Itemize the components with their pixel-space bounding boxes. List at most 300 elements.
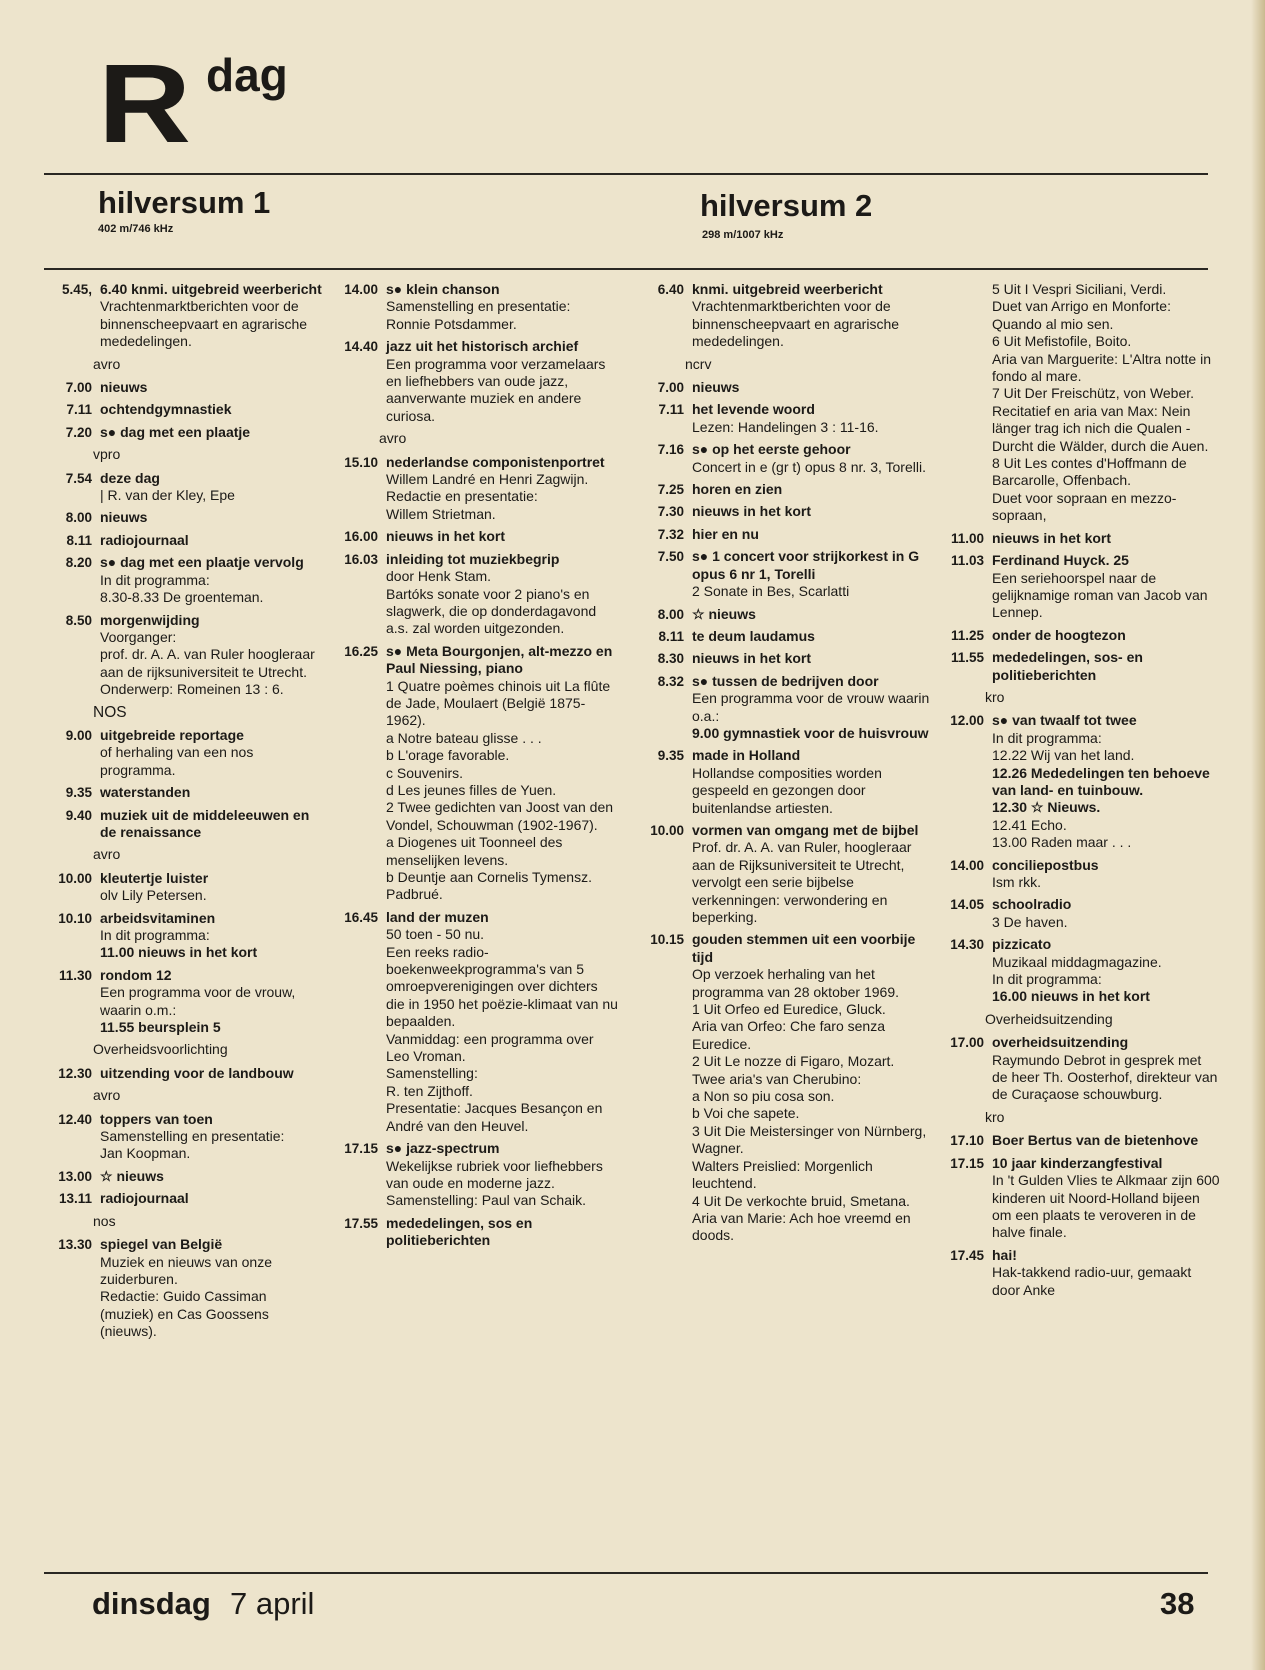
program-body [692, 526, 930, 543]
program-body [992, 1034, 1220, 1104]
program-entry [334, 1140, 618, 1210]
program-body [692, 747, 930, 817]
program-entry [334, 551, 618, 638]
program-entry [44, 509, 322, 526]
program-entry [934, 1247, 1220, 1299]
program-highlight: 16.00 nieuws in het kort [992, 988, 1150, 1005]
program-time: 17.10 [950, 1133, 984, 1149]
program-description: 8.30-8.33 De groenteman. [100, 589, 264, 606]
program-time: 7.25 [657, 482, 684, 498]
page-edge-shadow [1251, 0, 1265, 1670]
program-body [100, 509, 322, 526]
program-description: b L'orage favorable. [386, 747, 510, 764]
program-description: 12.22 Wij van het land. [992, 747, 1135, 764]
program-title: land der muzen [386, 908, 489, 925]
program-title: s● jazz-spectrum [386, 1140, 500, 1157]
program-body [386, 1215, 618, 1250]
program-body [692, 503, 930, 520]
program-time: 14.05 [950, 897, 984, 913]
program-description: Samenstelling en presentatie: [386, 298, 571, 315]
program-title: jazz uit het historisch archief [386, 338, 579, 355]
broadcaster-label: vpro [93, 446, 121, 463]
program-description: 4 Uit De verkochte bruid, Smetana. [692, 1192, 910, 1209]
program-highlight: 11.55 beursplein 5 [100, 1019, 221, 1036]
program-description: Samenstelling: [386, 1065, 478, 1082]
program-title: toppers van toen [100, 1110, 213, 1127]
program-description: Op verzoek herhaling van het programma van 28 oktober 1969. [692, 966, 900, 1000]
program-description: b Voi che sapete. [692, 1105, 800, 1122]
program-title: te deum laudamus [692, 627, 815, 644]
program-description: Vrachtenmarktberichten voor de binnenscheepvaart en agrarische mededelingen. [692, 298, 900, 350]
time-spacer [934, 281, 992, 525]
program-body [100, 379, 322, 396]
program-description: Een programma voor verzamelaars en liefhebbers van oude jazz, aanverwante muziek en andere curiosa. [386, 355, 606, 424]
program-entry [934, 936, 1220, 1006]
program-body [992, 857, 1220, 892]
program-entry [44, 554, 322, 606]
program-description: Duet van Arrigo en Monforte: Quando al mio sen. [992, 298, 1171, 332]
program-time: 17.15 [344, 1141, 378, 1157]
program-body [692, 650, 930, 667]
program-title: arbeidsvitaminen [100, 909, 216, 926]
program-time: 8.20 [65, 555, 92, 571]
program-entry [44, 470, 322, 505]
program-title: overheidsuitzending [992, 1034, 1129, 1051]
column-3 [640, 281, 930, 1250]
program-time: 8.30 [657, 651, 684, 667]
program-time: 14.00 [950, 857, 984, 873]
program-entry [640, 379, 930, 396]
program-body [100, 967, 322, 1037]
program-description: R. ten Zijthoff. [386, 1082, 473, 1099]
program-body [100, 1236, 322, 1340]
program-body [692, 606, 930, 623]
program-entry [640, 503, 930, 520]
program-time: 7.16 [657, 442, 684, 458]
program-entry [44, 612, 322, 699]
program-entry [44, 784, 322, 801]
program-title: s● op het eerste gehoor [692, 441, 851, 458]
program-time: 9.40 [65, 807, 92, 823]
program-description: Aria van Orfeo: Che faro senza Euredice. [692, 1018, 885, 1052]
program-entry [640, 628, 930, 645]
program-description: Concert in e (gr t) opus 8 nr. 3, Torelli. [692, 458, 926, 475]
broadcaster-label: Overheidsuitzending [985, 1010, 1113, 1027]
program-time: 9.35 [657, 748, 684, 764]
program-entry [44, 532, 322, 549]
program-entry [44, 870, 322, 905]
program-entry [44, 1065, 322, 1082]
program-title: s● Meta Bourgonjen, alt-mezzo en Paul Niessing, piano [386, 642, 613, 677]
program-description: Samenstelling en presentatie: [100, 1128, 285, 1145]
program-body [100, 612, 322, 699]
program-body [692, 822, 930, 926]
program-title: onder de hoogtezon [992, 626, 1126, 643]
program-body [692, 931, 930, 1244]
program-description: Aria van Marie: Ach hoe vreemd en doods. [692, 1209, 911, 1244]
program-entry [934, 1155, 1220, 1242]
broadcaster-label: avro [93, 1087, 121, 1104]
page-number: 38 [1160, 1586, 1195, 1621]
program-description: Ism rkk. [992, 874, 1041, 890]
program-description: prof. dr. A. A. van Ruler hoogleraar aan de rijksuniversiteit te Utrecht. [100, 646, 315, 680]
program-body [692, 379, 930, 396]
program-time: 7.11 [658, 402, 684, 418]
program-entry [640, 822, 930, 926]
program-body [386, 551, 618, 638]
program-body [100, 281, 322, 351]
program-title: Ferdinand Huyck. 25 [992, 552, 1129, 569]
program-title: mededelingen, sos- en politieberichten [992, 649, 1143, 683]
program-time: 16.03 [344, 551, 378, 567]
program-entry [640, 673, 930, 743]
program-time: 8.11 [658, 628, 684, 644]
program-description: door Henk Stam. [386, 568, 492, 585]
program-description: In dit programma: [100, 927, 210, 943]
program-description: Twee aria's van Cherubino: [692, 1070, 862, 1087]
program-time: 10.15 [650, 932, 684, 948]
program-entry [44, 424, 322, 441]
program-entry [934, 627, 1220, 644]
program-entry [44, 1236, 322, 1340]
program-entry [44, 1168, 322, 1185]
program-entry [44, 1111, 322, 1163]
program-body [692, 401, 930, 436]
program-description: Een programma voor de vrouw, waarin o.m.: [100, 984, 296, 1018]
program-description: Lezen: Handelingen 3 : 11-16. [692, 418, 879, 435]
program-title: horen en zien [692, 481, 783, 498]
program-title: s● 1 concert voor strijkorkest in G opus 6 nr 1, Torelli [692, 548, 920, 582]
footer-day: dinsdag [92, 1586, 211, 1621]
program-entry [44, 727, 322, 779]
program-time: 12.30 [58, 1065, 92, 1081]
program-title: conciliepostbus [992, 856, 1099, 873]
station-hilversum-1-frequency: 402 m/746 kHz [98, 223, 174, 235]
program-title: hai! [992, 1246, 1017, 1263]
program-body [100, 554, 322, 606]
program-description: Redactie en presentatie: [386, 488, 538, 505]
program-time: 5.45, [61, 282, 92, 297]
program-description: In dit programma: [992, 729, 1102, 746]
program-body [100, 1190, 322, 1207]
footer-rule [44, 1572, 1208, 1574]
program-entry [334, 643, 618, 904]
program-time: 7.30 [657, 504, 684, 520]
program-description: 1 Quatre poèmes chinois uit La flûte de Jade, Moulaert (België 1875-1962). [386, 677, 611, 729]
program-time: 8.00 [657, 606, 684, 622]
program-entry [934, 1132, 1220, 1149]
program-title: pizzicato [992, 936, 1052, 953]
program-entry [640, 401, 930, 436]
broadcaster-label: avro [93, 846, 121, 863]
program-title: 6.40 knmi. uitgebreid weerbericht [100, 281, 322, 297]
program-title: s● dag met een plaatje vervolg [100, 554, 304, 571]
program-description: Hollandse composities worden gespeeld en gezongen door buitenlandse artiesten. [692, 764, 882, 816]
program-description: Willem Landré en Henri Zagwijn. [386, 471, 589, 488]
program-title: spiegel van België [100, 1236, 223, 1253]
program-time: 8.00 [65, 510, 92, 526]
program-entry [44, 281, 322, 351]
program-time: 16.00 [344, 529, 378, 545]
program-description: a Notre bateau glisse . . . [386, 729, 542, 746]
program-time: 7.20 [65, 424, 92, 440]
program-description: Vrachtenmarktberichten voor de binnenscheepvaart en agrarische mededelingen. [100, 298, 308, 350]
broadcaster-label: avro [379, 430, 407, 447]
program-time: 7.00 [65, 380, 92, 396]
program-time: 7.11 [66, 402, 92, 418]
program-description: of herhaling van een nos programma. [100, 744, 254, 778]
program-time: 10.00 [650, 822, 684, 838]
program-title: deze dag [100, 469, 160, 486]
program-entry [334, 909, 618, 1135]
program-title: Boer Bertus van de bietenhove [992, 1132, 1199, 1149]
program-description: Aria van Marguerite: L'Altra notte in fondo al mare. [992, 350, 1212, 385]
program-description: Willem Strietman. [386, 505, 496, 522]
program-highlight: 12.26 Mededelingen ten behoeve van land- en tuinbouw. [992, 764, 1210, 798]
program-body [992, 896, 1220, 931]
program-time: 9.00 [65, 727, 92, 743]
program-entry [44, 807, 322, 842]
program-time: 16.25 [344, 643, 378, 659]
program-title: ☆ nieuws [100, 1167, 164, 1184]
program-entry [640, 650, 930, 667]
program-body [692, 481, 930, 498]
program-title: s● dag met een plaatje [100, 423, 251, 440]
program-body [992, 1155, 1220, 1242]
program-description: b Deuntje aan Cornelis Tymensz. Padbrué. [386, 869, 592, 903]
column-2 [334, 281, 618, 1255]
program-time: 8.50 [65, 612, 92, 628]
program-time: 8.11 [66, 532, 92, 548]
program-time: 11.03 [950, 553, 984, 569]
program-body [692, 628, 930, 645]
program-entry [44, 967, 322, 1037]
program-body [100, 1168, 322, 1185]
program-description: In dit programma: [100, 571, 210, 588]
program-description: Samenstelling: Paul van Schaik. [386, 1192, 586, 1209]
program-description: Een reeks radio-boekenweekprogramma's van 5 omroepverenigingen over dichters die in 1950 het poëzie-klimaat van nu bepaalden. [386, 943, 618, 1030]
program-description: a Diogenes uit Toonneel des menselijken levens. [386, 834, 563, 868]
program-title: s● tussen de bedrijven door [692, 672, 879, 689]
program-description: Duet voor sopraan en mezzo-sopraan, [992, 489, 1177, 524]
program-continuation [934, 281, 1220, 525]
broadcaster-label: NOS [93, 703, 127, 721]
program-description: 5 Uit I Vespri Siciliani, Verdi. [992, 281, 1167, 297]
program-title: uitzending voor de landbouw [100, 1064, 294, 1081]
program-title: vormen van omgang met de bijbel [692, 821, 919, 838]
program-title: ☆ nieuws [692, 605, 756, 622]
program-time: 13.11 [58, 1191, 92, 1207]
program-body [100, 532, 322, 549]
program-time: 17.15 [950, 1155, 984, 1171]
program-entry [640, 441, 930, 476]
program-body [992, 649, 1220, 684]
program-entry [640, 526, 930, 543]
program-description: In dit programma: [992, 971, 1102, 988]
logo-day-label: dag [206, 49, 288, 101]
program-time: 11.55 [950, 650, 984, 666]
program-body [100, 1065, 322, 1082]
program-title: nieuws in het kort [992, 529, 1112, 546]
program-time: 15.10 [344, 454, 378, 470]
footer-date: 7 april [230, 1586, 315, 1621]
program-description: Wekelijkse rubriek voor liefhebbers van oude en moderne jazz. [386, 1157, 603, 1191]
program-description: Ronnie Potsdammer. [386, 315, 517, 332]
program-body [992, 936, 1220, 1006]
program-title: nieuws [100, 509, 148, 526]
program-entry [44, 379, 322, 396]
program-time: 12.00 [950, 713, 984, 729]
program-title: inleiding tot muziekbegrip [386, 550, 560, 567]
program-entry [334, 338, 618, 425]
program-body [100, 1111, 322, 1163]
program-body [386, 454, 618, 524]
program-title: nieuws [692, 379, 740, 396]
program-description: olv Lily Petersen. [100, 887, 207, 904]
station-hilversum-1: hilversum 1 [98, 185, 271, 220]
program-entry [934, 530, 1220, 547]
program-time: 7.32 [657, 526, 684, 542]
program-time: 11.25 [950, 627, 984, 643]
program-title: mededelingen, sos en politieberichten [386, 1214, 533, 1249]
program-time: 14.30 [950, 937, 984, 953]
program-description: a Non so piu cosa son. [692, 1088, 835, 1105]
program-body [992, 530, 1220, 547]
program-highlight: 12.30 ☆ Nieuws. [992, 799, 1101, 816]
program-title: uitgebreide reportage [100, 726, 244, 743]
program-body [386, 1140, 618, 1210]
program-description: 7 Uit Der Freischütz, von Weber. [992, 385, 1195, 402]
program-entry [334, 1215, 618, 1250]
program-title: 10 jaar kinderzangfestival [992, 1154, 1163, 1171]
program-description: 3 Uit Die Meistersinger von Nürnberg, Wagner. [692, 1122, 927, 1157]
program-entry [934, 1034, 1220, 1104]
program-title: nederlandse componistenportret [386, 453, 605, 470]
program-time: 10.10 [58, 910, 92, 926]
program-title: knmi. uitgebreid weerbericht [692, 281, 883, 297]
program-body [992, 552, 1220, 622]
program-description: Muziek en nieuws van onze zuiderburen. [100, 1253, 272, 1287]
program-entry [640, 481, 930, 498]
program-title: het levende woord [692, 401, 815, 418]
program-title: gouden stemmen uit een voorbije tijd [692, 931, 916, 965]
program-entry [640, 281, 930, 351]
program-description: Presentatie: Jacques Besançon en André van den Heuvel. [386, 1100, 603, 1134]
program-body [386, 281, 618, 333]
program-title: kleutertje luister [100, 869, 209, 886]
program-title: waterstanden [100, 784, 191, 801]
program-body [386, 528, 618, 545]
r-logo: R [98, 41, 187, 166]
broadcaster-label: ncrv [685, 355, 712, 372]
program-title: muziek uit de middeleeuwen en de renaissance [100, 806, 310, 840]
program-body [100, 807, 322, 842]
program-description: Prof. dr. A. A. van Ruler, hoogleraar aan de Rijksuniversiteit te Utrecht, vervolgt een serie bijbelse verkenningen: verwondering en beperking. [692, 839, 912, 925]
program-time: 11.30 [58, 967, 92, 983]
program-body [692, 548, 930, 600]
program-highlight: 9.00 gymnastiek voor de huisvrouw [692, 724, 929, 741]
program-entry [334, 454, 618, 524]
program-time: 17.00 [950, 1035, 984, 1051]
program-title: nieuws in het kort [692, 650, 812, 667]
program-entry [334, 528, 618, 545]
program-body [100, 910, 322, 962]
program-description: Bartóks sonate voor 2 piano's en slagwerk, die op donderdagavond a.s. zal worden uitgezonden. [386, 585, 597, 637]
program-description: | R. van der Kley, Epe [100, 487, 235, 504]
program-highlight: 11.00 nieuws in het kort [100, 944, 258, 961]
program-description: 2 Twee gedichten van Joost van den Vondel, Schouwman (1902-1967). [386, 799, 614, 833]
program-description: c Souvenirs. [386, 764, 464, 781]
program-time: 14.40 [344, 339, 378, 355]
program-description: 12.41 Echo. [992, 816, 1067, 833]
program-body [992, 627, 1220, 644]
program-body [386, 909, 618, 1135]
program-entry [640, 931, 930, 1244]
program-entry [934, 857, 1220, 892]
program-description: 6 Uit Mefistofile, Boito. [992, 333, 1132, 350]
program-body [386, 643, 618, 904]
program-time: 13.00 [58, 1168, 92, 1184]
program-description: In 't Gulden Vlies te Alkmaar zijn 600 kinderen uit Noord-Holland bijeen om een plaats te veroveren in de halve finale. [992, 1172, 1220, 1241]
program-title: nieuws [100, 379, 148, 396]
broadcaster-label: kro [985, 688, 1005, 705]
program-title: hier en nu [692, 525, 759, 542]
program-description: Vanmiddag: een programma over Leo Vroman. [386, 1030, 594, 1065]
program-description: Een seriehoorspel naar de gelijknamige roman van Jacob van Lennep. [992, 569, 1208, 621]
program-body [100, 727, 322, 779]
program-title: rondom 12 [100, 966, 172, 983]
program-description: Redactie: Guido Cassiman (muziek) en Cas Goossens (nieuws). [100, 1288, 269, 1340]
program-description: Voorganger: [100, 628, 177, 645]
program-entry [640, 747, 930, 817]
program-time: 12.40 [58, 1111, 92, 1127]
program-entry [934, 552, 1220, 622]
program-body [692, 673, 930, 743]
program-time: 11.00 [950, 530, 984, 546]
program-description: Onderwerp: Romeinen 13 : 6. [100, 681, 284, 698]
program-entry [934, 712, 1220, 851]
program-time: 10.00 [58, 870, 92, 886]
program-body [100, 401, 322, 418]
program-body [992, 281, 1220, 525]
program-description: 50 toen - 50 nu. [386, 926, 485, 943]
program-body [992, 712, 1220, 851]
program-description: 13.00 Raden maar . . . [992, 834, 1132, 851]
program-entry [44, 401, 322, 418]
program-time: 8.32 [657, 673, 684, 689]
program-title: nieuws in het kort [386, 528, 506, 545]
program-entry [934, 649, 1220, 684]
program-body [100, 870, 322, 905]
program-description: Hak-takkend radio-uur, gemaakt door Anke [992, 1264, 1192, 1298]
program-entry [334, 281, 618, 333]
program-time: 17.45 [950, 1247, 984, 1263]
program-body [100, 784, 322, 801]
program-title: made in Holland [692, 747, 801, 764]
header-rule [44, 173, 1208, 175]
program-title: morgenwijding [100, 611, 200, 628]
program-time: 7.54 [65, 470, 92, 486]
program-body [992, 1247, 1220, 1299]
program-title: schoolradio [992, 896, 1072, 913]
program-title: s● klein chanson [386, 281, 500, 297]
program-description: 1 Uit Orfeo ed Euredice, Gluck. [692, 1001, 886, 1018]
program-time: 6.40 [657, 282, 684, 297]
program-time: 16.45 [344, 909, 378, 925]
program-title: nieuws in het kort [692, 503, 812, 520]
program-time: 9.35 [65, 785, 92, 801]
program-description: 8 Uit Les contes d'Hoffmann de Barcarolle, Offenbach. [992, 455, 1187, 489]
